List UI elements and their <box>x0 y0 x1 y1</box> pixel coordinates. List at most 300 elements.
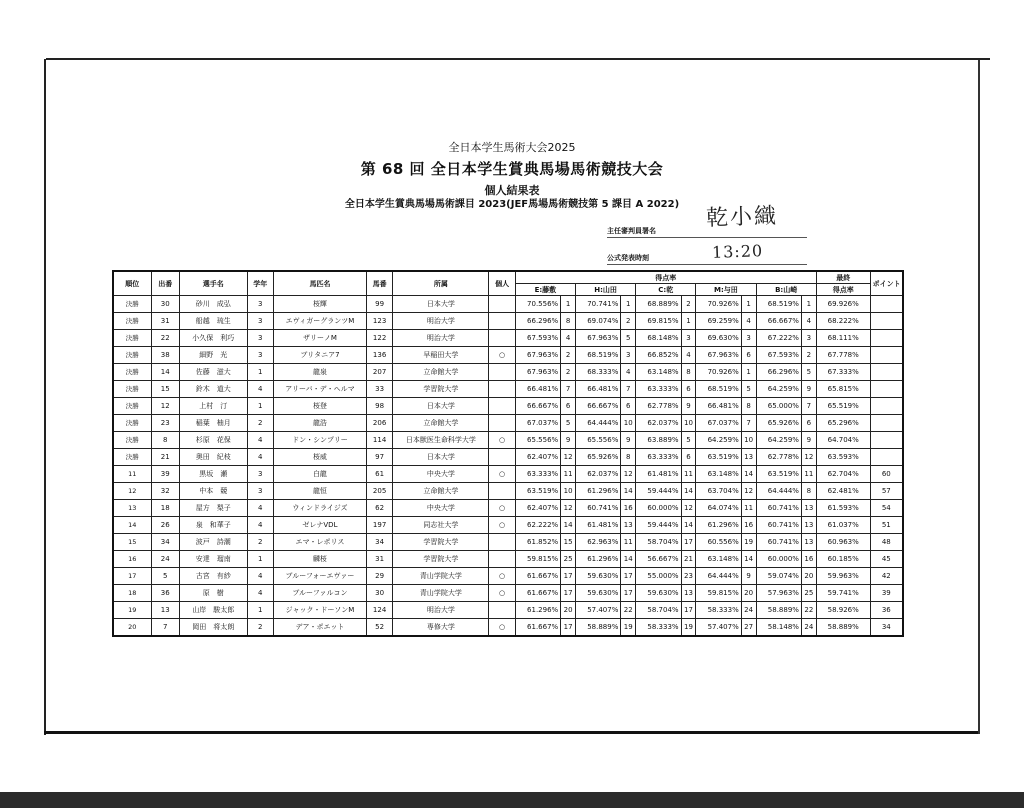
judge-place-cell: 4 <box>741 313 756 330</box>
competition-title: 第 68 回 全日本学生賞典馬場馬術競技大会 <box>360 160 664 178</box>
judge-percent-cell: 63.519% <box>756 466 801 483</box>
judge-place-cell: 7 <box>561 381 576 398</box>
judge-percent-cell: 67.963% <box>696 347 741 364</box>
final-percent-cell: 58.889% <box>816 619 870 637</box>
order-cell: 26 <box>151 517 180 534</box>
judge-place-cell: 12 <box>801 449 816 466</box>
judge-place-cell: 13 <box>801 517 816 534</box>
judge-place-cell: 2 <box>801 347 816 364</box>
judge-percent-cell: 67.037% <box>696 415 741 432</box>
final-percent-cell: 68.222% <box>816 313 870 330</box>
judge-percent-cell: 65.926% <box>756 415 801 432</box>
affiliation-cell: 日本大学 <box>393 296 489 313</box>
rider-cell: 中本 競 <box>180 483 248 500</box>
rider-cell: 細野 光 <box>180 347 248 364</box>
rider-cell: 黒坂 瀬 <box>180 466 248 483</box>
grade-cell: 2 <box>247 534 273 551</box>
horse-cell: エマ・レポリス <box>273 534 366 551</box>
judge-percent-cell: 63.333% <box>515 466 560 483</box>
judge-place-cell: 6 <box>801 415 816 432</box>
judge-percent-cell: 68.889% <box>636 296 681 313</box>
judge-place-cell: 16 <box>741 517 756 534</box>
judge-percent-cell: 65.556% <box>575 432 620 449</box>
judge-place-cell: 20 <box>741 585 756 602</box>
col-grade: 学年 <box>247 271 273 296</box>
judge-place-cell: 17 <box>681 602 696 619</box>
judge-place-cell: 25 <box>561 551 576 568</box>
points-cell <box>870 415 903 432</box>
judge-place-cell: 13 <box>801 500 816 517</box>
judge-percent-cell: 63.519% <box>515 483 560 500</box>
judge-place-cell: 14 <box>681 517 696 534</box>
rider-cell: 屋方 梨子 <box>180 500 248 517</box>
points-cell: 48 <box>870 534 903 551</box>
affiliation-cell: 立命館大学 <box>393 415 489 432</box>
rank-cell: 19 <box>113 602 151 619</box>
horse-cell: 麟桜 <box>273 551 366 568</box>
judge-place-cell: 2 <box>621 313 636 330</box>
judge-percent-cell: 62.222% <box>515 517 560 534</box>
individual-cell: ○ <box>489 619 515 637</box>
judge-percent-cell: 61.667% <box>515 585 560 602</box>
col-horse: 馬匹名 <box>273 271 366 296</box>
judge-place-cell: 12 <box>561 500 576 517</box>
col-judge: H:山田 <box>575 284 635 296</box>
affiliation-cell: 学習院大学 <box>393 381 489 398</box>
judge-place-cell: 12 <box>621 466 636 483</box>
judge-percent-cell: 69.259% <box>696 313 741 330</box>
judge-percent-cell: 68.519% <box>756 296 801 313</box>
judge-place-cell: 19 <box>681 619 696 637</box>
grade-cell: 4 <box>247 500 273 517</box>
judge-place-cell: 23 <box>681 568 696 585</box>
horse-no-cell: 205 <box>366 483 392 500</box>
affiliation-cell: 専修大学 <box>393 619 489 637</box>
rider-cell: 船越 琉生 <box>180 313 248 330</box>
judge-place-cell: 24 <box>801 619 816 637</box>
grade-cell: 3 <box>247 313 273 330</box>
table-row <box>113 313 903 330</box>
order-cell: 14 <box>151 364 180 381</box>
rank-cell: 11 <box>113 466 151 483</box>
judge-percent-cell: 70.741% <box>575 296 620 313</box>
horse-no-cell: 124 <box>366 602 392 619</box>
final-percent-cell: 65.815% <box>816 381 870 398</box>
judge-percent-cell: 62.778% <box>756 449 801 466</box>
final-percent-cell: 60.185% <box>816 551 870 568</box>
judge-percent-cell: 63.519% <box>696 449 741 466</box>
judge-place-cell: 12 <box>561 449 576 466</box>
points-cell <box>870 296 903 313</box>
individual-cell <box>489 313 515 330</box>
final-percent-cell: 68.111% <box>816 330 870 347</box>
order-cell: 22 <box>151 330 180 347</box>
judge-percent-cell: 60.556% <box>696 534 741 551</box>
rider-cell: 鈴木 道大 <box>180 381 248 398</box>
judge-percent-cell: 70.926% <box>696 364 741 381</box>
judge-place-cell: 10 <box>561 483 576 500</box>
judge-place-cell: 4 <box>561 330 576 347</box>
affiliation-cell: 中央大学 <box>393 466 489 483</box>
judge-place-cell: 1 <box>741 364 756 381</box>
judge-percent-cell: 66.481% <box>696 398 741 415</box>
points-cell <box>870 347 903 364</box>
col-horse-no: 馬番 <box>366 271 392 296</box>
judge-percent-cell: 60.741% <box>575 500 620 517</box>
affiliation-cell: 中央大学 <box>393 500 489 517</box>
individual-cell <box>489 449 515 466</box>
points-cell <box>870 398 903 415</box>
judge-place-cell: 1 <box>741 296 756 313</box>
event-title: 全日本学生馬術大会2025 <box>448 141 576 154</box>
judge-place-cell: 5 <box>621 330 636 347</box>
final-percent-cell: 59.741% <box>816 585 870 602</box>
order-cell: 31 <box>151 313 180 330</box>
rider-cell: 小久保 利巧 <box>180 330 248 347</box>
rank-cell: 決勝 <box>113 432 151 449</box>
chief-judge-signature: 乾小織 <box>705 203 779 232</box>
horse-no-cell: 197 <box>366 517 392 534</box>
judge-place-cell: 8 <box>561 313 576 330</box>
judge-place-cell: 1 <box>621 296 636 313</box>
individual-cell <box>489 364 515 381</box>
judge-percent-cell: 57.407% <box>575 602 620 619</box>
affiliation-cell: 明治大学 <box>393 313 489 330</box>
judge-place-cell: 14 <box>561 517 576 534</box>
points-cell: 42 <box>870 568 903 585</box>
order-cell: 38 <box>151 347 180 364</box>
points-cell <box>870 432 903 449</box>
judge-percent-cell: 66.667% <box>756 313 801 330</box>
judge-percent-cell: 62.407% <box>515 500 560 517</box>
points-cell: 57 <box>870 483 903 500</box>
col-order: 出番 <box>151 271 180 296</box>
judge-place-cell: 4 <box>681 347 696 364</box>
judge-percent-cell: 61.481% <box>636 466 681 483</box>
order-cell: 7 <box>151 619 180 637</box>
judge-place-cell: 3 <box>681 330 696 347</box>
judge-place-cell: 3 <box>801 330 816 347</box>
table-row <box>113 364 903 381</box>
judge-percent-cell: 61.296% <box>696 517 741 534</box>
signature-line <box>607 237 807 238</box>
table-row <box>113 551 903 568</box>
col-points: ポイント <box>870 271 903 296</box>
affiliation-cell: 明治大学 <box>393 602 489 619</box>
individual-cell <box>489 602 515 619</box>
horse-cell: 桜登 <box>273 398 366 415</box>
judge-place-cell: 27 <box>741 619 756 637</box>
final-percent-cell: 69.926% <box>816 296 870 313</box>
judge-percent-cell: 56.667% <box>636 551 681 568</box>
rider-cell: 古宮 有紗 <box>180 568 248 585</box>
judge-place-cell: 17 <box>621 568 636 585</box>
table-row <box>113 602 903 619</box>
judge-percent-cell: 59.444% <box>636 517 681 534</box>
affiliation-cell: 学習院大学 <box>393 551 489 568</box>
judge-percent-cell: 58.704% <box>636 602 681 619</box>
table-row <box>113 449 903 466</box>
judge-percent-cell: 64.259% <box>756 432 801 449</box>
judge-place-cell: 17 <box>561 619 576 637</box>
order-cell: 21 <box>151 449 180 466</box>
judge-place-cell: 9 <box>681 398 696 415</box>
order-cell: 30 <box>151 296 180 313</box>
order-cell: 18 <box>151 500 180 517</box>
judge-percent-cell: 58.148% <box>756 619 801 637</box>
signature-line <box>607 264 807 265</box>
horse-cell: ドン・シンプリー <box>273 432 366 449</box>
col-final-sub: 得点率 <box>816 284 870 296</box>
grade-cell: 3 <box>247 347 273 364</box>
results-heading: 個人結果表 <box>484 184 540 197</box>
judge-place-cell: 12 <box>681 500 696 517</box>
individual-cell: ○ <box>489 466 515 483</box>
judge-place-cell: 2 <box>561 347 576 364</box>
points-cell <box>870 449 903 466</box>
judge-percent-cell: 62.778% <box>636 398 681 415</box>
grade-cell: 4 <box>247 585 273 602</box>
judge-percent-cell: 60.000% <box>636 500 681 517</box>
individual-cell <box>489 296 515 313</box>
judge-place-cell: 9 <box>561 432 576 449</box>
judge-percent-cell: 63.704% <box>696 483 741 500</box>
judge-percent-cell: 63.889% <box>636 432 681 449</box>
table-row <box>113 534 903 551</box>
individual-cell <box>489 551 515 568</box>
judge-place-cell: 20 <box>801 568 816 585</box>
judge-percent-cell: 59.630% <box>575 585 620 602</box>
judge-place-cell: 7 <box>621 381 636 398</box>
grade-cell: 4 <box>247 432 273 449</box>
final-percent-cell: 63.593% <box>816 449 870 466</box>
grade-cell: 1 <box>247 364 273 381</box>
rider-cell: 安達 瑠南 <box>180 551 248 568</box>
table-header <box>113 271 903 296</box>
judge-percent-cell: 67.593% <box>515 330 560 347</box>
horse-no-cell: 62 <box>366 500 392 517</box>
judge-percent-cell: 59.630% <box>636 585 681 602</box>
horse-no-cell: 99 <box>366 296 392 313</box>
affiliation-cell: 立命館大学 <box>393 364 489 381</box>
judge-place-cell: 14 <box>621 483 636 500</box>
judge-percent-cell: 58.333% <box>636 619 681 637</box>
judge-place-cell: 22 <box>801 602 816 619</box>
judge-percent-cell: 64.074% <box>696 500 741 517</box>
judge-percent-cell: 65.556% <box>515 432 560 449</box>
judge-place-cell: 17 <box>621 585 636 602</box>
grade-cell: 1 <box>247 398 273 415</box>
judge-place-cell: 7 <box>801 398 816 415</box>
horse-no-cell: 30 <box>366 585 392 602</box>
affiliation-cell: 早稲田大学 <box>393 347 489 364</box>
judge-place-cell: 12 <box>741 483 756 500</box>
table-row <box>113 347 903 364</box>
judge-place-cell: 1 <box>561 296 576 313</box>
judge-percent-cell: 68.148% <box>636 330 681 347</box>
horse-no-cell: 123 <box>366 313 392 330</box>
horse-no-cell: 31 <box>366 551 392 568</box>
affiliation-cell: 日本大学 <box>393 398 489 415</box>
judge-percent-cell: 61.296% <box>575 483 620 500</box>
judge-percent-cell: 57.407% <box>696 619 741 637</box>
judge-place-cell: 8 <box>621 449 636 466</box>
judge-percent-cell: 61.852% <box>515 534 560 551</box>
final-percent-cell: 61.593% <box>816 500 870 517</box>
chief-judge-label: 主任審判員署名 <box>607 227 656 235</box>
grade-cell: 2 <box>247 415 273 432</box>
grade-cell: 4 <box>247 449 273 466</box>
judge-place-cell: 5 <box>561 415 576 432</box>
judge-place-cell: 7 <box>741 415 756 432</box>
judge-percent-cell: 64.444% <box>696 568 741 585</box>
judge-percent-cell: 61.296% <box>515 602 560 619</box>
grade-cell: 4 <box>247 517 273 534</box>
judge-place-cell: 11 <box>801 466 816 483</box>
horse-cell: ウィンドライジズ <box>273 500 366 517</box>
individual-cell <box>489 415 515 432</box>
final-percent-cell: 60.963% <box>816 534 870 551</box>
rank-cell: 18 <box>113 585 151 602</box>
final-percent-cell: 67.778% <box>816 347 870 364</box>
judge-percent-cell: 70.926% <box>696 296 741 313</box>
judge-place-cell: 8 <box>681 364 696 381</box>
table-row <box>113 398 903 415</box>
judge-place-cell: 6 <box>681 381 696 398</box>
judge-percent-cell: 68.519% <box>696 381 741 398</box>
judge-percent-cell: 61.296% <box>575 551 620 568</box>
horse-cell: ブルーフォーエヴァー <box>273 568 366 585</box>
judge-percent-cell: 58.704% <box>636 534 681 551</box>
grade-cell: 2 <box>247 619 273 637</box>
order-cell: 5 <box>151 568 180 585</box>
grade-cell: 1 <box>247 551 273 568</box>
horse-cell: 龍浩 <box>273 415 366 432</box>
judge-percent-cell: 67.963% <box>515 347 560 364</box>
rank-cell: 17 <box>113 568 151 585</box>
table-row <box>113 500 903 517</box>
judge-percent-cell: 66.667% <box>515 398 560 415</box>
judge-place-cell: 17 <box>561 568 576 585</box>
judge-place-cell: 14 <box>741 466 756 483</box>
points-cell: 45 <box>870 551 903 568</box>
horse-cell: エヴィガーグランツM <box>273 313 366 330</box>
judge-place-cell: 5 <box>801 364 816 381</box>
judge-place-cell: 14 <box>681 483 696 500</box>
judge-place-cell: 13 <box>741 449 756 466</box>
judge-place-cell: 16 <box>621 500 636 517</box>
table-row <box>113 585 903 602</box>
points-cell: 34 <box>870 619 903 637</box>
order-cell: 13 <box>151 602 180 619</box>
individual-cell: ○ <box>489 432 515 449</box>
judge-percent-cell: 69.630% <box>696 330 741 347</box>
judge-percent-cell: 64.444% <box>756 483 801 500</box>
horse-no-cell: 33 <box>366 381 392 398</box>
horse-no-cell: 97 <box>366 449 392 466</box>
judge-place-cell: 19 <box>621 619 636 637</box>
horse-cell: 桜威 <box>273 449 366 466</box>
table-row <box>113 619 903 637</box>
individual-cell: ○ <box>489 568 515 585</box>
col-judge: B:山崎 <box>756 284 816 296</box>
col-judge: C:乾 <box>636 284 696 296</box>
points-cell: 39 <box>870 585 903 602</box>
judge-percent-cell: 58.333% <box>696 602 741 619</box>
rider-cell: 佐藤 滋大 <box>180 364 248 381</box>
judge-place-cell: 14 <box>741 551 756 568</box>
judge-place-cell: 14 <box>621 551 636 568</box>
judge-percent-cell: 67.963% <box>575 330 620 347</box>
rank-cell: 決勝 <box>113 364 151 381</box>
individual-cell: ○ <box>489 500 515 517</box>
rider-cell: 波戸 詩潮 <box>180 534 248 551</box>
horse-no-cell: 122 <box>366 330 392 347</box>
final-percent-cell: 64.704% <box>816 432 870 449</box>
table-row <box>113 296 903 313</box>
col-judge: E:藤敷 <box>515 284 575 296</box>
judge-place-cell: 11 <box>681 466 696 483</box>
individual-cell <box>489 381 515 398</box>
judge-percent-cell: 67.593% <box>756 347 801 364</box>
judge-percent-cell: 64.259% <box>696 432 741 449</box>
judge-place-cell: 15 <box>561 534 576 551</box>
rank-cell: 14 <box>113 517 151 534</box>
order-cell: 24 <box>151 551 180 568</box>
affiliation-cell: 日本大学 <box>393 449 489 466</box>
judge-percent-cell: 70.556% <box>515 296 560 313</box>
horse-cell: 桜輝 <box>273 296 366 313</box>
judge-place-cell: 9 <box>801 432 816 449</box>
judge-percent-cell: 69.815% <box>636 313 681 330</box>
order-cell: 34 <box>151 534 180 551</box>
order-cell: 32 <box>151 483 180 500</box>
order-cell: 23 <box>151 415 180 432</box>
judge-percent-cell: 62.963% <box>575 534 620 551</box>
final-percent-cell: 59.963% <box>816 568 870 585</box>
table-row <box>113 330 903 347</box>
points-cell: 51 <box>870 517 903 534</box>
horse-cell: ゼレナVDL <box>273 517 366 534</box>
judge-percent-cell: 60.741% <box>756 517 801 534</box>
test-name: 全日本学生賞典馬場馬術課目 2023(JEF馬場馬術競技第 5 課目 A 2022) <box>344 199 680 210</box>
rank-cell: 決勝 <box>113 313 151 330</box>
judge-place-cell: 4 <box>621 364 636 381</box>
order-cell: 12 <box>151 398 180 415</box>
judge-place-cell: 1 <box>681 313 696 330</box>
points-cell <box>870 330 903 347</box>
affiliation-cell: 日本獣医生命科学大学 <box>393 432 489 449</box>
judge-place-cell: 6 <box>621 398 636 415</box>
rider-cell: 砂川 成弘 <box>180 296 248 313</box>
horse-cell: ブリタニア7 <box>273 347 366 364</box>
judge-place-cell: 24 <box>741 602 756 619</box>
judge-percent-cell: 65.000% <box>756 398 801 415</box>
judge-percent-cell: 68.333% <box>575 364 620 381</box>
final-percent-cell: 62.481% <box>816 483 870 500</box>
rank-cell: 16 <box>113 551 151 568</box>
rider-cell: 稲葉 柚月 <box>180 415 248 432</box>
viewer-bottom-strip <box>0 792 1024 808</box>
rider-cell: 上村 汀 <box>180 398 248 415</box>
affiliation-cell: 同志社大学 <box>393 517 489 534</box>
judge-place-cell: 25 <box>801 585 816 602</box>
horse-no-cell: 52 <box>366 619 392 637</box>
judge-percent-cell: 64.444% <box>575 415 620 432</box>
individual-cell <box>489 398 515 415</box>
judge-place-cell: 19 <box>741 534 756 551</box>
individual-cell: ○ <box>489 347 515 364</box>
